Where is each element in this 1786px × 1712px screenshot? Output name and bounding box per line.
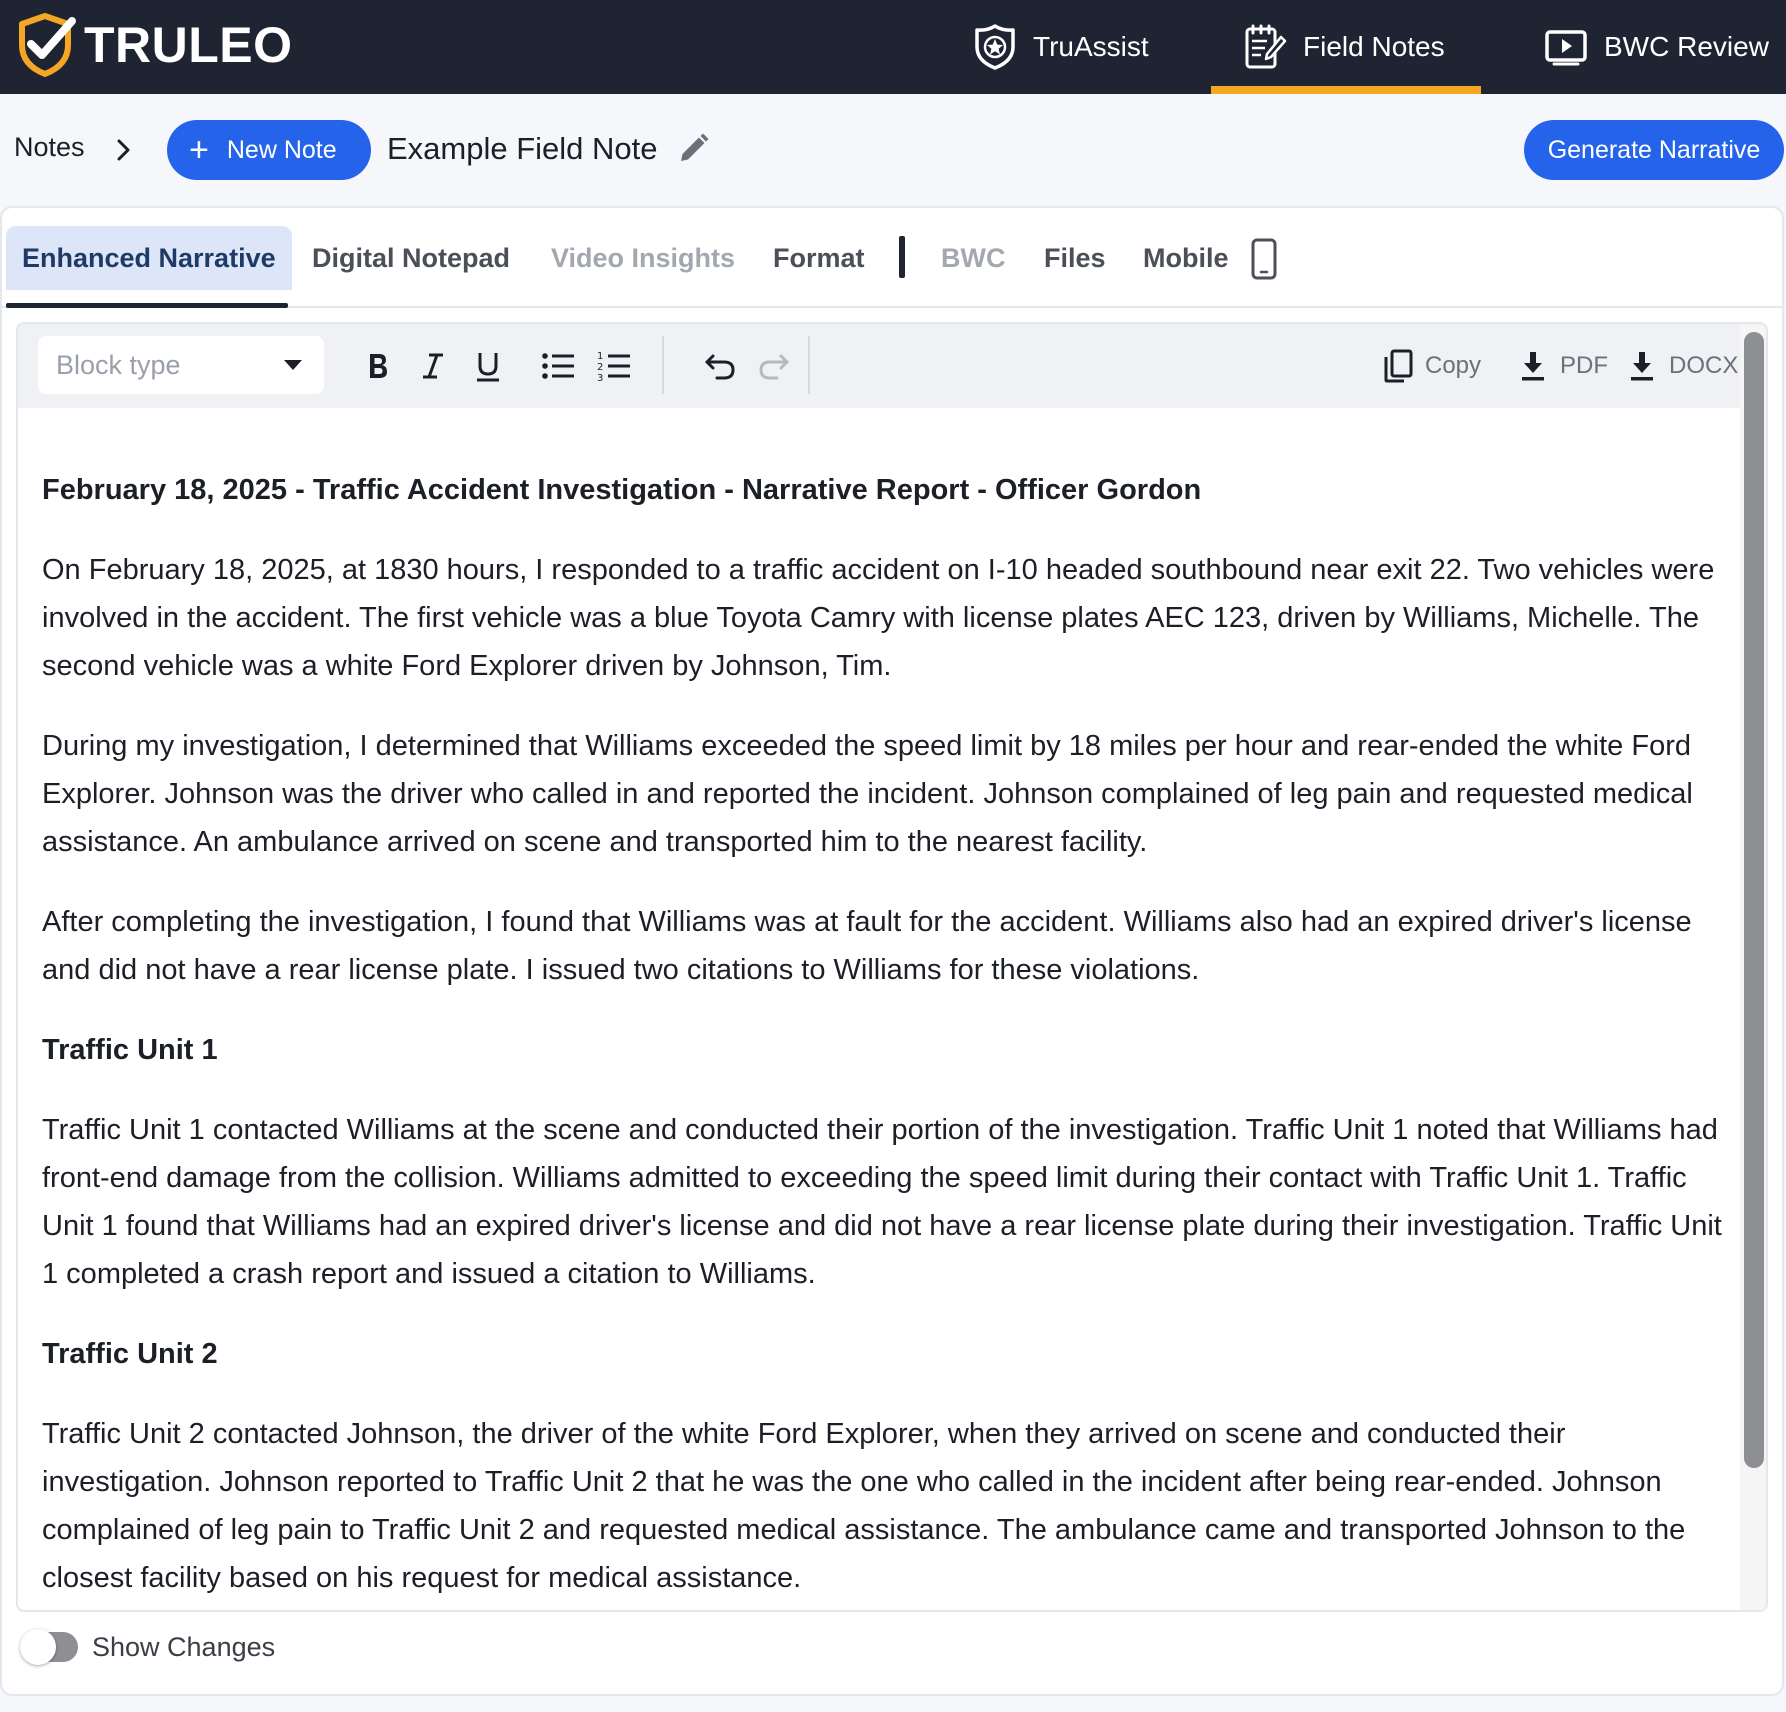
copy-label: Copy (1425, 352, 1482, 379)
svg-text:1: 1 (597, 351, 604, 362)
copy-icon (1383, 349, 1413, 383)
report-heading: February 18, 2025 - Traffic Accident Investigation - Narrative Report - Officer Gordon (42, 474, 1202, 506)
note-title: Example Field Note (387, 131, 658, 166)
narrative-paragraph: During my investigation, I determined that Williams exceeded the speed limit by 18 miles per hour and rear-ended the white Ford Explorer. Johnson was the driver who called in and reported the incident. Johnson complained of leg pain and requested medical assistance. An ambulance arrived on scene and transported him to the nearest facility. (42, 730, 1693, 858)
bullet-list-button[interactable] (536, 342, 580, 390)
nav-bwc-review[interactable] (1544, 0, 1786, 94)
shield-star-icon (973, 23, 1017, 71)
section-paragraph: Traffic Unit 1 contacted Williams at the scene and conducted their portion of the investigation. Traffic Unit 1 noted that Williams had front-end damage from the collision. Williams admitted to exceeding the speed limit during their contact with Traffic Unit 1. Traffic Unit 1 found that Williams had an expired driver's license and did not have a rear license plate during their investigation. Traffic Unit 1 completed a crash report and issued a citation to Williams. (42, 1114, 1722, 1290)
toolbar-divider (662, 336, 664, 394)
new-note-button[interactable] (167, 120, 371, 180)
tab-format[interactable]: Format (773, 242, 865, 273)
undo-icon (702, 348, 738, 384)
svg-text:2: 2 (597, 362, 604, 373)
tab-files[interactable]: Files (1044, 242, 1106, 273)
pdf-label: PDF (1560, 352, 1608, 379)
download-docx-button[interactable] (1627, 344, 1738, 388)
plus-icon: + (189, 131, 209, 169)
redo-icon (756, 348, 792, 384)
narrative-paragraph: On February 18, 2025, at 1830 hours, I responded to a traffic accident on I-10 headed southbound near exit 22. Two vehicles were involved in the accident. The first vehicle was a blue Toyota Camry with license plates AEC 123, driven by Williams, Michelle. The second vehicle was a white Ford Explorer driven by Johnson, Tim. (42, 554, 1715, 682)
underline-button[interactable] (466, 342, 510, 390)
bold-button[interactable] (356, 342, 400, 390)
italic-button[interactable] (411, 342, 455, 390)
active-tab-underline (6, 303, 288, 308)
generate-narrative-button[interactable]: Generate Narrative (1524, 120, 1784, 180)
tab-bar (2, 208, 1782, 308)
narrative-content[interactable] (42, 466, 1732, 1602)
toggle-knob (20, 1629, 56, 1665)
section-paragraph: Traffic Unit 2 contacted Johnson, the driver of the white Ford Explorer, when they arrived on scene and conducted their investigation. Johnson reported to Traffic Unit 2 that he was the one who called in the incident after being rear-ended. Johnson complained of leg pain to Traffic Unit 2 and requested medical assistance. The ambulance came and transported Johnson to the closest facility based on his request for medical assistance. (42, 1418, 1686, 1594)
tab-mobile[interactable]: Mobile (1143, 242, 1229, 273)
narrative-editor[interactable] (16, 322, 1768, 1612)
nav-truassist-label: TruAssist (1033, 31, 1149, 62)
toolbar-divider (808, 336, 810, 394)
new-note-label: New Note (226, 135, 337, 164)
nav-field-notes[interactable] (1211, 0, 1481, 94)
undo-button[interactable] (698, 342, 742, 390)
truleo-shield-check-icon (14, 11, 76, 79)
svg-text:3: 3 (597, 373, 604, 384)
mobile-phone-icon (1250, 238, 1278, 280)
truleo-logo[interactable] (14, 10, 293, 80)
tab-divider (899, 236, 905, 278)
section-heading: Traffic Unit 1 (42, 1034, 218, 1066)
tab-video-insights: Video Insights (551, 242, 736, 273)
pencil-edit-icon[interactable] (676, 132, 710, 166)
tab-bwc: BWC (941, 242, 1006, 273)
tab-digital-notepad[interactable]: Digital Notepad (312, 242, 511, 273)
download-pdf-button[interactable] (1518, 344, 1608, 388)
show-changes-label: Show Changes (92, 1632, 276, 1662)
bold-icon (360, 348, 396, 384)
nav-bwc-review-label: BWC Review (1604, 31, 1769, 62)
editor-toolbar (18, 324, 1740, 408)
numbered-list-icon (596, 348, 632, 384)
download-icon (1518, 349, 1548, 383)
top-nav-bar (0, 0, 1786, 94)
block-type-select[interactable] (38, 336, 324, 394)
underline-icon (470, 348, 506, 384)
note-panel (0, 206, 1784, 1696)
numbered-list-button[interactable] (592, 342, 636, 390)
chevron-right-icon (114, 135, 134, 165)
download-icon (1627, 349, 1657, 383)
docx-label: DOCX (1669, 352, 1739, 379)
tab-enhanced-narrative[interactable]: Enhanced Narrative (6, 226, 292, 290)
redo-button[interactable] (752, 342, 796, 390)
italic-icon (415, 348, 451, 384)
bullet-list-icon (540, 348, 576, 384)
narrative-paragraph: After completing the investigation, I found that Williams was at fault for the accident. Williams also had an expired driver's license and did not have a rear license plate. I issued two citations to Williams for these violations. (42, 906, 1692, 986)
video-play-icon (1544, 23, 1588, 71)
breadcrumb-notes-link[interactable]: Notes (14, 132, 85, 162)
scrollbar-thumb[interactable] (1744, 332, 1764, 1468)
nav-field-notes-label: Field Notes (1303, 31, 1445, 62)
caret-down-icon (284, 360, 302, 370)
nav-truassist[interactable] (973, 0, 1183, 94)
show-changes-toggle[interactable] (22, 1632, 78, 1662)
section-heading: Traffic Unit 2 (42, 1338, 218, 1370)
block-type-placeholder: Block type (56, 349, 181, 380)
copy-button[interactable] (1383, 344, 1481, 388)
notepad-pen-icon (1243, 23, 1287, 71)
logo-text: TRULEO (84, 17, 293, 73)
